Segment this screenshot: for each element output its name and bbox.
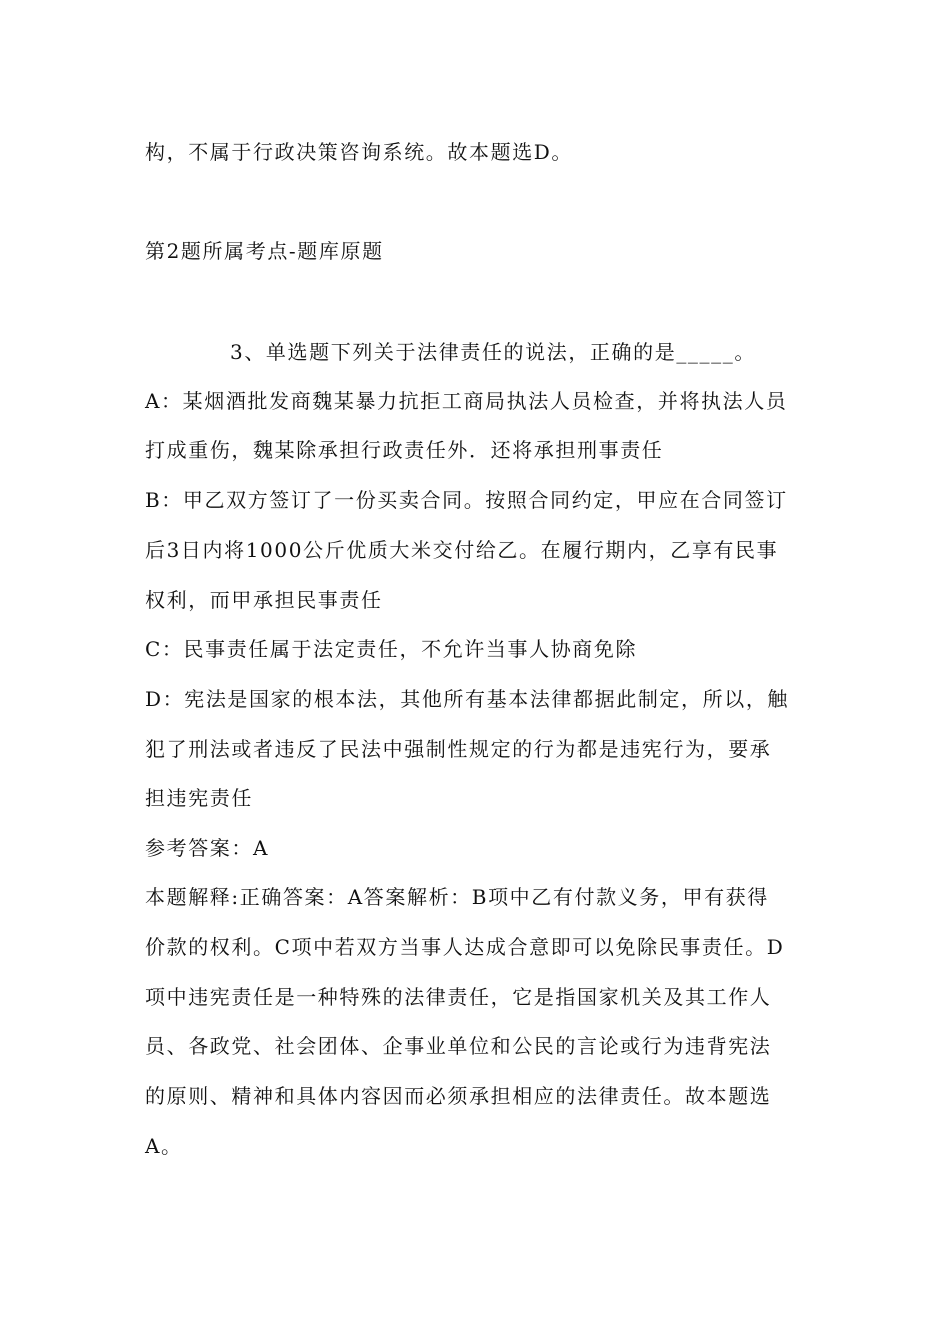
question-2-knowledge-point: 第2题所属考点-题库原题 [145, 239, 384, 263]
option-a-line-1: A：某烟酒批发商魏某暴力抗拒工商局执法人员检查，并将执法人员 [145, 389, 788, 413]
option-b-line-2: 后3日内将1000公斤优质大米交付给乙。在履行期内，乙享有民事 [145, 538, 779, 562]
reference-answer: 参考答案：A [145, 836, 270, 860]
explanation-line-5: 的原则、精神和具体内容因而必须承担相应的法律责任。故本题选 [145, 1084, 772, 1108]
option-d-line-3: 担违宪责任 [145, 786, 253, 810]
question-3-stem: 3、单选题下列关于法律责任的说法，正确的是_____。 [230, 340, 756, 364]
option-c-line-1: C：民事责任属于法定责任，不允许当事人协商免除 [145, 637, 638, 661]
option-b-line-1: B：甲乙双方签订了一份买卖合同。按照合同约定，甲应在合同签订 [145, 488, 788, 512]
previous-explanation-end: 构，不属于行政决策咨询系统。故本题选D。 [145, 140, 574, 164]
explanation-line-6: A。 [145, 1134, 183, 1158]
explanation-line-1: 本题解释:正确答案：A答案解析：B项中乙有付款义务，甲有获得 [145, 885, 769, 909]
option-b-line-3: 权利，而甲承担民事责任 [145, 588, 383, 612]
option-d-line-1: D：宪法是国家的根本法，其他所有基本法律都据此制定，所以，触 [145, 687, 790, 711]
explanation-line-3: 项中违宪责任是一种特殊的法律责任，它是指国家机关及其工作人 [145, 985, 772, 1009]
explanation-line-4: 员、各政党、社会团体、企事业单位和公民的言论或行为违背宪法 [145, 1034, 772, 1058]
option-d-line-2: 犯了刑法或者违反了民法中强制性规定的行为都是违宪行为，要承 [145, 737, 772, 761]
option-a-line-2: 打成重伤，魏某除承担行政责任外．还将承担刑事责任 [145, 438, 664, 462]
explanation-line-2: 价款的权利。C项中若双方当事人达成合意即可以免除民事责任。D [145, 935, 785, 959]
